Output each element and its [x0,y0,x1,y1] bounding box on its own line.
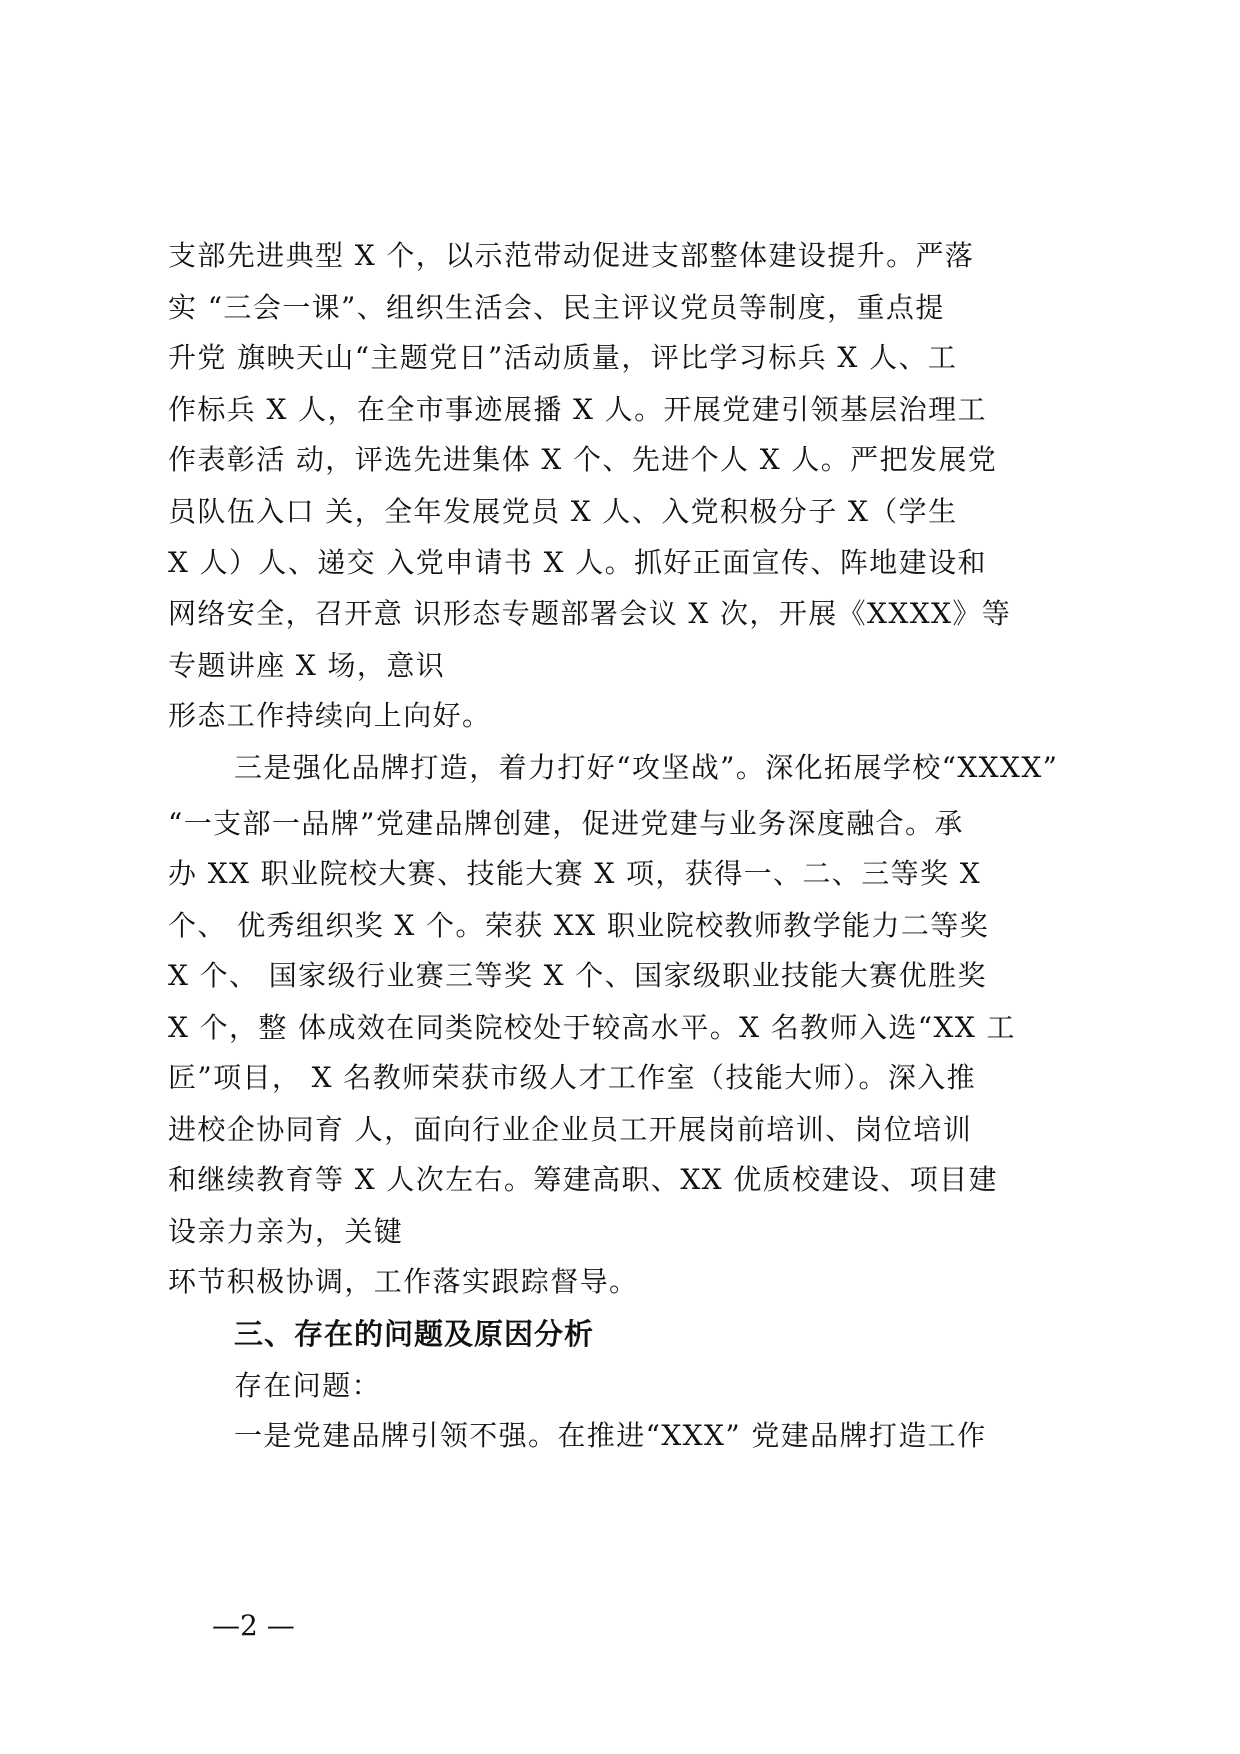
body-line: 实 “三会一课”、组织生活会、民主评议党员等制度，重点提 [168,291,945,324]
body-line: 个、 优秀组织奖 X 个。荣获 XX 职业院校教师教学能力二等奖 [168,909,990,942]
body-line: 作表彰活 动，评选先进集体 X 个、先进个人 X 人。严把发展党 [168,443,998,476]
body-line: 匠”项目， X 名教师荣获市级人才工作室（技能大师）。深入推 [168,1061,977,1094]
body-line: 环节积极协调，工作落实跟踪督导。 [168,1265,639,1298]
subheading-line: 存在问题： [234,1369,382,1402]
body-line: 和继续教育等 X 人次左右。筹建高职、XX 优质校建设、项目建 [168,1163,998,1196]
body-line: X 人）人、递交 入党申请书 X 人。抓好正面宣传、阵地建设和 [168,546,987,579]
body-line: 进校企协同育 人，面向行业企业员工开展岗前培训、岗位培训 [168,1113,973,1146]
body-line: X 个、 国家级行业赛三等奖 X 个、国家级职业技能大赛优胜奖 [168,959,987,992]
paragraph-start-line: 一是党建品牌引领不强。在推进“XXX” 党建品牌打造工作 [234,1419,987,1452]
body-line: 设亲力亲为，关键 [168,1215,404,1248]
body-line: 专题讲座 X 场，意识 [168,649,446,682]
body-line: 形态工作持续向上向好。 [168,699,492,732]
body-line: 作标兵 X 人，在全市事迹展播 X 人。开展党建引领基层治理工 [168,393,987,426]
body-line: 办 XX 职业院校大赛、技能大赛 X 项，获得一、二、三等奖 X [168,857,982,890]
paragraph-start-line: 三是强化品牌打造，着力打好“攻坚战”。深化拓展学校“XXXX” [234,751,1059,784]
body-line: “一支部一品牌”党建品牌创建，促进党建与业务深度融合。承 [168,807,964,840]
section-heading: 三、存在的问题及原因分析 [234,1317,595,1351]
body-line: 员队伍入口 关，全年发展党员 X 人、入党积极分子 X（学生 [168,495,958,528]
body-line: 网络安全，召开意 识形态专题部署会议 X 次，开展《XXXX》等 [168,597,1012,630]
page-number: —2 — [212,1609,295,1642]
body-line: 升党 旗映天山“主题党日”活动质量，评比学习标兵 X 人、工 [168,341,958,374]
body-line: X 个，整 体成效在同类院校处于较高水平。X 名教师入选“XX 工 [168,1011,1016,1044]
body-line: 支部先进典型 X 个，以示范带动促进支部整体建设提升。严落 [168,239,975,272]
